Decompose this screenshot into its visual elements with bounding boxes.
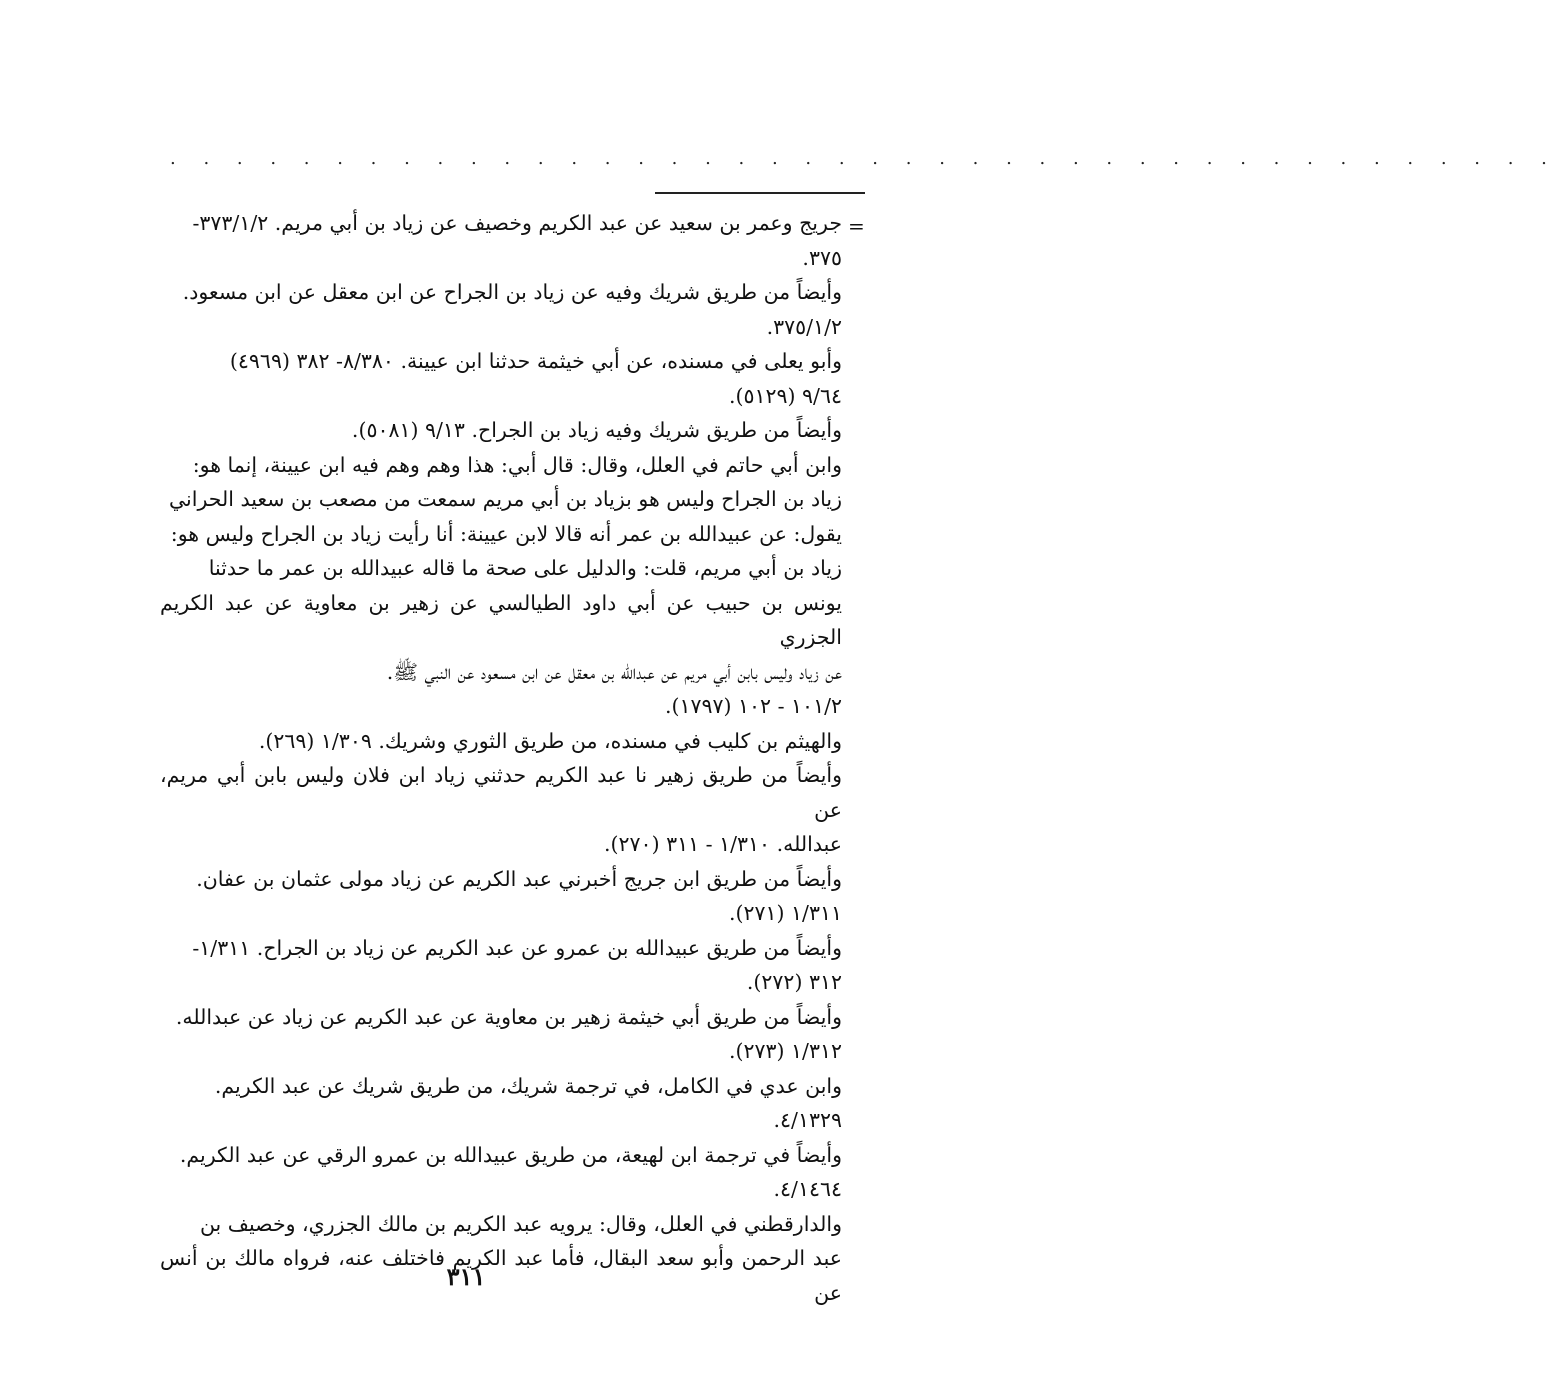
text-line: وأبو يعلى في مسنده، عن أبي خيثمة حدثنا ابن عيينة. ٨/٣٨٠- ٣٨٢ (٤٩٦٩) xyxy=(229,349,842,373)
continuation-marker: = xyxy=(848,214,865,238)
text-line: عن زياد وليس بابن أبي مريم عن عبدالله بن معقل عن ابن مسعود عن النبي ﷺ. xyxy=(386,659,842,684)
text-line: وأيضاً من طريق شريك وفيه زياد بن الجراح. ٩/١٣ (٥٠٨١). xyxy=(351,418,842,442)
text-line: والهيثم بن كليب في مسنده، من طريق الثوري وشريك. ١/٣٠٩ (٢٦٩). xyxy=(258,728,842,753)
text-line: وأيضاً في ترجمة ابن لهيعة، من طريق عبيدالله بن عمرو الرقي عن عبد الكريم. xyxy=(179,1142,842,1167)
text-line: وأيضاً من طريق عبيدالله بن عمرو عن عبد الكريم عن زياد بن الجراح. ١/٣١١- xyxy=(192,935,842,960)
footnote-rule xyxy=(655,192,865,194)
text-line: وابن عدي في الكامل، في ترجمة شريك، من طريق شريك عن عبد الكريم. xyxy=(214,1073,842,1098)
text-line: ١٠١/٢ - ١٠٢ (١٧٩٧). xyxy=(664,694,842,718)
text-line: وأيضاً من طريق ابن جريج أخبرني عبد الكريم عن زياد مولى عثمان بن عفان. xyxy=(196,866,842,891)
text-line: ١/٣١١ (٢٧١). xyxy=(728,901,842,925)
text-line: والدارقطني في العلل، وقال: يرويه عبد الكريم بن مالك الجزري، وخصيف بن xyxy=(199,1211,842,1236)
text-line: وأيضاً من طريق زهير نا عبد الكريم حدثني زياد ابن فلان وليس بابن أبي مريم، عن xyxy=(160,763,842,822)
text-line: ٤/١٤٦٤. xyxy=(773,1177,842,1201)
text-line: ٣١٢ (٢٧٢). xyxy=(746,970,842,994)
page-number: ٣١١ xyxy=(446,1262,486,1291)
text-line: ٣٧٥/١/٢. xyxy=(766,314,842,339)
separator-dots: . . . . . . . . . . . . . . . . . . . . . . . . . . . . . . . . . . . . . . . . . . xyxy=(170,148,1558,169)
text-line: يقول: عن عبيدالله بن عمر أنه قالا لابن عيينة: أنا رأيت زياد بن الجراح وليس هو: xyxy=(170,521,842,546)
text-line: وأيضاً من طريق شريك وفيه عن زياد بن الجراح عن ابن معقل عن ابن مسعود. xyxy=(182,280,842,304)
text-line: عبدالله. ١/٣١٠ - ٣١١ (٢٧٠). xyxy=(604,832,842,856)
text-line: ٤/١٣٢٩. xyxy=(773,1108,842,1132)
text-line: ٩/٦٤ (٥١٢٩). xyxy=(728,383,842,408)
text-line: يونس بن حبيب عن أبي داود الطيالسي عن زهير بن معاوية عن عبد الكريم الجزري xyxy=(160,590,842,649)
text-line: زياد بن أبي مريم، قلت: والدليل على صحة ما قاله عبيدالله بن عمر ما حدثنا xyxy=(208,556,842,580)
text-line: وابن أبي حاتم في العلل، وقال: قال أبي: هذا وهم وهم فيه ابن عيينة، إنما هو: xyxy=(192,452,842,477)
text-line: وأيضاً من طريق أبي خيثمة زهير بن معاوية عن عبد الكريم عن زياد عن عبدالله. xyxy=(175,1004,842,1029)
text-line: جريج وعمر بن سعيد عن عبد الكريم وخصيف عن زياد بن أبي مريم. ٣٧٣/١/٢- xyxy=(192,211,842,235)
footnote-text xyxy=(160,206,842,1310)
text-line: عبد الرحمن وأبو سعد البقال، فأما عبد الكريم فاختلف عنه، فرواه مالك بن أنس عن xyxy=(160,1246,842,1305)
text-line: ٣٧٥. xyxy=(802,245,842,270)
text-line: زياد بن الجراح وليس هو بزياد بن أبي مريم سمعت من مصعب بن سعيد الحراني xyxy=(168,487,842,511)
text-line: ١/٣١٢ (٢٧٣). xyxy=(728,1039,842,1063)
